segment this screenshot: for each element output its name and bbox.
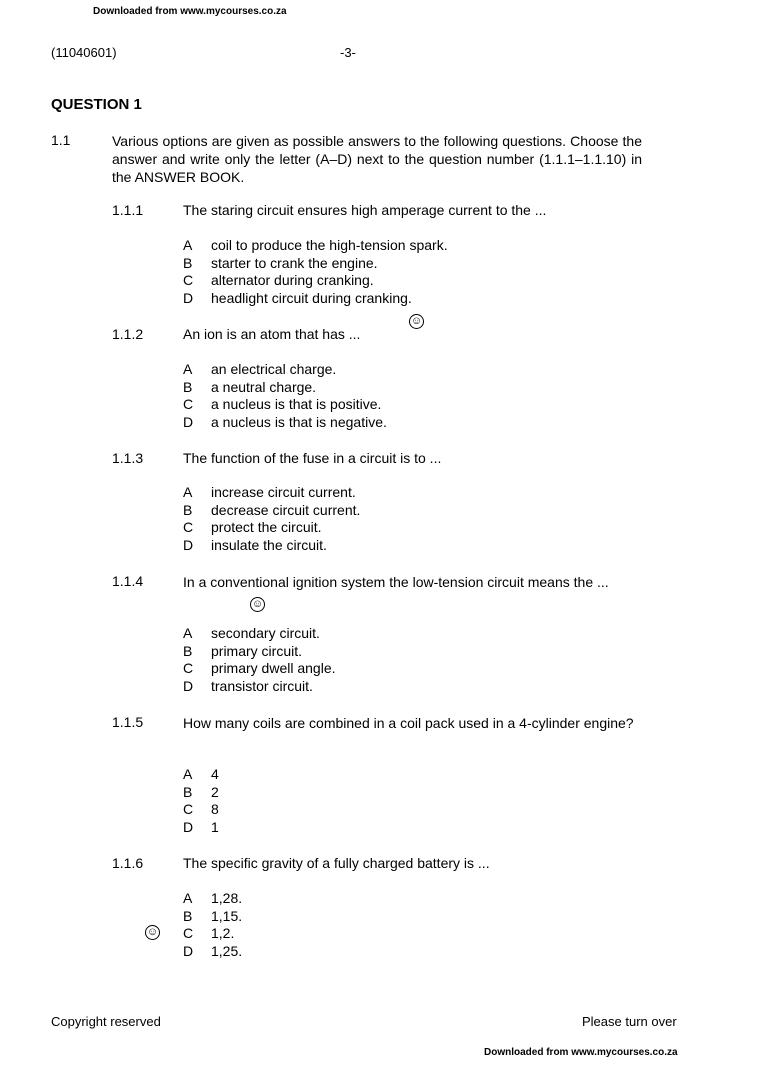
option-row [183,502,360,520]
option-text: a nucleus is that is negative. [211,413,387,430]
option-letter: B [183,783,193,800]
option-text: a nucleus is that is positive. [211,396,382,413]
option-text: secondary circuit. [211,625,320,641]
option-letter: D [183,818,194,835]
option-text: protect the circuit. [211,519,322,536]
option-letter: C [183,925,194,942]
option-row [183,660,336,678]
option-row [183,290,448,308]
turn-over-notice: Please turn over [582,1014,677,1029]
option-text: decrease circuit current. [211,501,361,518]
option-letter: D [183,942,194,959]
option-letter: B [183,501,193,518]
option-list [183,484,360,554]
option-row [183,943,242,961]
option-row [183,908,242,926]
option-row [183,625,336,643]
option-row [183,801,219,819]
option-row [183,537,360,555]
option-row [183,784,219,802]
page-number: -3- [340,45,356,60]
copyright-notice: Copyright reserved [51,1014,161,1029]
option-text: headlight circuit during cranking. [211,289,412,306]
question-text: The function of the fuse in a circuit is to ... [183,450,442,466]
question-text: How many coils are combined in a coil pack used in a 4-cylinder engine? [183,715,634,731]
option-letter: B [183,642,193,659]
option-list [183,237,448,307]
option-letter: B [183,907,193,924]
option-letter: D [183,677,194,694]
option-list [183,625,336,695]
option-row [183,766,219,784]
option-text: 1,15. [211,907,243,924]
option-row [183,925,242,943]
option-text: 2 [211,783,219,800]
option-letter: A [183,625,193,641]
option-text: coil to produce the high-tension spark. [211,237,448,253]
question-text: An ion is an atom that has ... [183,326,361,342]
option-text: 4 [211,766,219,782]
option-list [183,766,219,836]
option-row [183,643,336,661]
option-row [183,484,360,502]
question-title: QUESTION 1 [51,96,142,113]
option-text: alternator during cranking. [211,272,374,289]
option-letter: C [183,272,194,289]
option-letter: D [183,413,194,430]
option-text: 1,2. [211,925,235,942]
option-text: 1,28. [211,890,243,906]
question-number: 1.1.3 [112,450,144,466]
question-number: 1.1.1 [112,202,144,218]
option-text: an electrical charge. [211,361,337,377]
option-text: 8 [211,801,219,818]
question-text: The specific gravity of a fully charged battery is ... [183,855,490,871]
option-letter: C [183,801,194,818]
option-letter: C [183,660,194,677]
option-text: insulate the circuit. [211,536,327,553]
option-letter: A [183,361,193,377]
option-text: 1,25. [211,942,243,959]
option-text: starter to crank the engine. [211,254,378,271]
option-text: a neutral charge. [211,378,317,395]
question-number: 1.1.5 [112,714,144,730]
option-row [183,396,387,414]
option-letter: A [183,890,193,906]
option-row [183,237,448,255]
option-letter: D [183,289,194,306]
smiley-icon: ☺ [251,598,264,610]
option-text: 1 [211,818,219,835]
question-text: In a conventional ignition system the low-tension circuit means the ... [183,574,609,590]
option-text: primary dwell angle. [211,660,336,677]
question-number: 1.1.2 [112,326,144,342]
question-text: The staring circuit ensures high amperage current to the ... [183,202,547,218]
section-instructions: Various options are given as possible answers to the following questions. Choose the answer and write only the letter (A–D) next to the question number (1.1.1–1.1.10) in the ANSWER BOOK. [112,133,642,185]
option-list [183,890,242,960]
downloaded-from-footer: Downloaded from www.mycourses.co.za [484,1047,678,1058]
option-text: transistor circuit. [211,677,313,694]
option-letter: D [183,536,194,553]
option-row [183,272,448,290]
option-letter: B [183,378,193,395]
option-row [183,890,242,908]
option-text: primary circuit. [211,642,303,659]
option-letter: A [183,766,193,782]
option-row [183,414,387,432]
option-letter: A [183,237,193,253]
option-letter: C [183,519,194,536]
paper-code: (11040601) [51,45,117,60]
option-letter: A [183,484,193,500]
downloaded-from-header: Downloaded from www.mycourses.co.za [93,6,287,17]
question-number: 1.1.6 [112,855,144,871]
smiley-icon: ☺ [410,315,423,327]
question-number: 1.1.4 [112,573,144,589]
option-letter: C [183,396,194,413]
option-letter: B [183,254,193,271]
option-row [183,255,448,273]
option-row [183,678,336,696]
option-row [183,819,219,837]
option-row [183,379,387,397]
option-row [183,519,360,537]
section-number: 1.1 [51,132,71,148]
option-text: increase circuit current. [211,484,356,500]
option-row [183,361,387,379]
smiley-icon: ☺ [146,926,159,938]
option-list [183,361,387,431]
